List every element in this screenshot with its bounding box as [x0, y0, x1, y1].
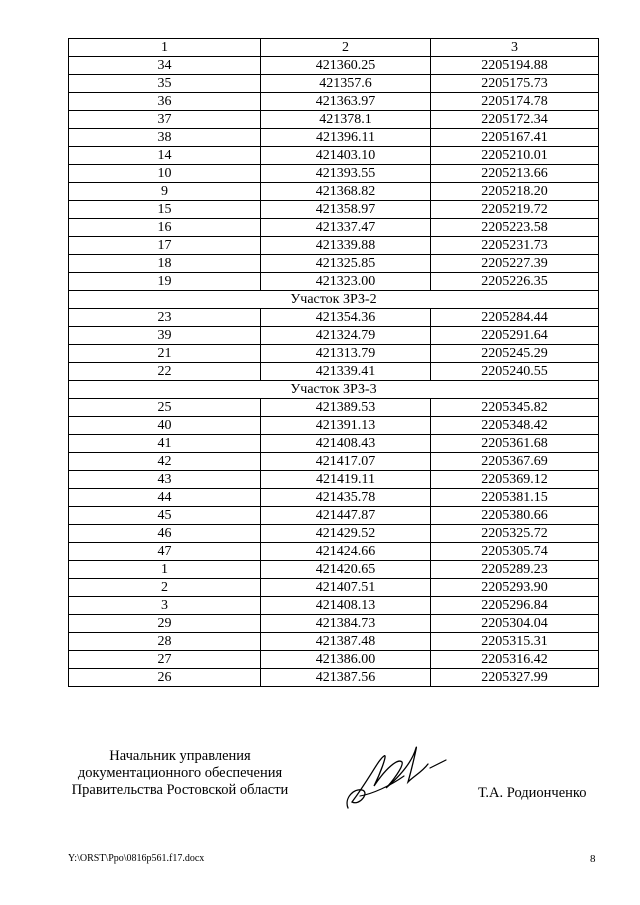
- x-coordinate-cell: 421354.36: [261, 309, 431, 327]
- point-number-cell: 21: [69, 345, 261, 363]
- table-row: [69, 129, 599, 147]
- point-number-cell: 10: [69, 165, 261, 183]
- file-path-footer: Y:\ORST\Ppo\0816p561.f17.docx: [68, 853, 205, 864]
- x-coordinate-cell: 421417.07: [261, 453, 431, 471]
- point-number-cell: 15: [69, 201, 261, 219]
- x-coordinate-cell: 421408.43: [261, 435, 431, 453]
- point-number-cell: 1: [69, 561, 261, 579]
- signer-name: Т.А. Родионченко: [478, 785, 587, 801]
- y-coordinate-cell: 2205304.04: [431, 615, 599, 633]
- point-number-cell: 34: [69, 57, 261, 75]
- y-coordinate-cell: 2205172.34: [431, 111, 599, 129]
- y-coordinate-cell: 2205213.66: [431, 165, 599, 183]
- table-row: [69, 669, 599, 687]
- x-coordinate-cell: 421393.55: [261, 165, 431, 183]
- point-number-cell: 36: [69, 93, 261, 111]
- point-number-cell: 27: [69, 651, 261, 669]
- point-number-cell: 9: [69, 183, 261, 201]
- x-coordinate-cell: 421387.48: [261, 633, 431, 651]
- x-coordinate-cell: 421429.52: [261, 525, 431, 543]
- section-title: Участок ЗРЗ-3: [69, 381, 599, 399]
- point-number-cell: 35: [69, 75, 261, 93]
- x-coordinate-cell: 421386.00: [261, 651, 431, 669]
- y-coordinate-cell: 2205345.82: [431, 399, 599, 417]
- y-coordinate-cell: 2205284.44: [431, 309, 599, 327]
- x-coordinate-cell: 421407.51: [261, 579, 431, 597]
- y-coordinate-cell: 2205175.73: [431, 75, 599, 93]
- table-row: [69, 219, 599, 237]
- x-coordinate-cell: 421360.25: [261, 57, 431, 75]
- signature-title-line: документационного обеспечения: [77, 765, 283, 781]
- x-coordinate-cell: 421337.47: [261, 219, 431, 237]
- y-coordinate-cell: 2205316.42: [431, 651, 599, 669]
- table-row: [69, 525, 599, 543]
- point-number-cell: 45: [69, 507, 261, 525]
- table-row: [69, 327, 599, 345]
- x-coordinate-cell: 421408.13: [261, 597, 431, 615]
- y-coordinate-cell: 2205380.66: [431, 507, 599, 525]
- point-number-cell: 2: [69, 579, 261, 597]
- point-number-cell: 41: [69, 435, 261, 453]
- y-coordinate-cell: 2205227.39: [431, 255, 599, 273]
- table-header-row: [69, 39, 599, 57]
- y-coordinate-cell: 2205174.78: [431, 93, 599, 111]
- y-coordinate-cell: 2205231.73: [431, 237, 599, 255]
- table-row: [69, 201, 599, 219]
- y-coordinate-cell: 2205289.23: [431, 561, 599, 579]
- y-coordinate-cell: 2205381.15: [431, 489, 599, 507]
- point-number-cell: 43: [69, 471, 261, 489]
- table-row: [69, 453, 599, 471]
- y-coordinate-cell: 2205223.58: [431, 219, 599, 237]
- y-coordinate-cell: 2205296.84: [431, 597, 599, 615]
- x-coordinate-cell: 421378.1: [261, 111, 431, 129]
- point-number-cell: 38: [69, 129, 261, 147]
- x-coordinate-cell: 421339.88: [261, 237, 431, 255]
- point-number-cell: 14: [69, 147, 261, 165]
- signature-title-line: Правительства Ростовской области: [71, 782, 289, 798]
- point-number-cell: 22: [69, 363, 261, 381]
- x-coordinate-cell: 421368.82: [261, 183, 431, 201]
- x-coordinate-cell: 421396.11: [261, 129, 431, 147]
- point-number-cell: 19: [69, 273, 261, 291]
- y-coordinate-cell: 2205167.41: [431, 129, 599, 147]
- x-coordinate-cell: 421357.6: [261, 75, 431, 93]
- table-row: [69, 543, 599, 561]
- table-row: [69, 471, 599, 489]
- table-row: [69, 633, 599, 651]
- table-row: [69, 57, 599, 75]
- column-header: 2: [261, 39, 431, 57]
- y-coordinate-cell: 2205348.42: [431, 417, 599, 435]
- table-row: [69, 183, 599, 201]
- section-row: [69, 291, 599, 309]
- point-number-cell: 37: [69, 111, 261, 129]
- coordinates-table: [68, 38, 599, 687]
- y-coordinate-cell: 2205367.69: [431, 453, 599, 471]
- point-number-cell: 26: [69, 669, 261, 687]
- point-number-cell: 42: [69, 453, 261, 471]
- signature-title-block: [60, 748, 300, 799]
- x-coordinate-cell: 421384.73: [261, 615, 431, 633]
- table-row: [69, 579, 599, 597]
- y-coordinate-cell: 2205240.55: [431, 363, 599, 381]
- y-coordinate-cell: 2205305.74: [431, 543, 599, 561]
- y-coordinate-cell: 2205361.68: [431, 435, 599, 453]
- table-row: [69, 147, 599, 165]
- point-number-cell: 46: [69, 525, 261, 543]
- x-coordinate-cell: 421447.87: [261, 507, 431, 525]
- x-coordinate-cell: 421420.65: [261, 561, 431, 579]
- x-coordinate-cell: 421391.13: [261, 417, 431, 435]
- point-number-cell: 39: [69, 327, 261, 345]
- column-header: 1: [69, 39, 261, 57]
- table-row: [69, 507, 599, 525]
- table-row: [69, 363, 599, 381]
- x-coordinate-cell: 421339.41: [261, 363, 431, 381]
- y-coordinate-cell: 2205291.64: [431, 327, 599, 345]
- x-coordinate-cell: 421389.53: [261, 399, 431, 417]
- point-number-cell: 18: [69, 255, 261, 273]
- point-number-cell: 28: [69, 633, 261, 651]
- table-row: [69, 561, 599, 579]
- point-number-cell: 47: [69, 543, 261, 561]
- column-header: 3: [431, 39, 599, 57]
- coordinates-table-body: [69, 39, 599, 687]
- table-row: [69, 399, 599, 417]
- x-coordinate-cell: 421323.00: [261, 273, 431, 291]
- table-row: [69, 615, 599, 633]
- x-coordinate-cell: 421313.79: [261, 345, 431, 363]
- table-row: [69, 111, 599, 129]
- x-coordinate-cell: 421387.56: [261, 669, 431, 687]
- point-number-cell: 44: [69, 489, 261, 507]
- table-row: [69, 255, 599, 273]
- table-row: [69, 435, 599, 453]
- y-coordinate-cell: 2205226.35: [431, 273, 599, 291]
- table-row: [69, 309, 599, 327]
- table-row: [69, 489, 599, 507]
- signature-title-line: Начальник управления: [109, 748, 251, 764]
- point-number-cell: 25: [69, 399, 261, 417]
- table-row: [69, 165, 599, 183]
- table-row: [69, 93, 599, 111]
- table-row: [69, 345, 599, 363]
- table-row: [69, 75, 599, 93]
- table-row: [69, 237, 599, 255]
- handwritten-signature: [340, 738, 455, 818]
- point-number-cell: 16: [69, 219, 261, 237]
- y-coordinate-cell: 2205210.01: [431, 147, 599, 165]
- y-coordinate-cell: 2205369.12: [431, 471, 599, 489]
- point-number-cell: 40: [69, 417, 261, 435]
- point-number-cell: 29: [69, 615, 261, 633]
- point-number-cell: 17: [69, 237, 261, 255]
- x-coordinate-cell: 421403.10: [261, 147, 431, 165]
- y-coordinate-cell: 2205327.99: [431, 669, 599, 687]
- y-coordinate-cell: 2205315.31: [431, 633, 599, 651]
- y-coordinate-cell: 2205245.29: [431, 345, 599, 363]
- x-coordinate-cell: 421435.78: [261, 489, 431, 507]
- y-coordinate-cell: 2205293.90: [431, 579, 599, 597]
- x-coordinate-cell: 421325.85: [261, 255, 431, 273]
- x-coordinate-cell: 421324.79: [261, 327, 431, 345]
- point-number-cell: 23: [69, 309, 261, 327]
- section-row: [69, 381, 599, 399]
- y-coordinate-cell: 2205194.88: [431, 57, 599, 75]
- point-number-cell: 3: [69, 597, 261, 615]
- table-row: [69, 417, 599, 435]
- y-coordinate-cell: 2205219.72: [431, 201, 599, 219]
- y-coordinate-cell: 2205218.20: [431, 183, 599, 201]
- x-coordinate-cell: 421419.11: [261, 471, 431, 489]
- table-row: [69, 597, 599, 615]
- table-row: [69, 273, 599, 291]
- section-title: Участок ЗРЗ-2: [69, 291, 599, 309]
- y-coordinate-cell: 2205325.72: [431, 525, 599, 543]
- x-coordinate-cell: 421363.97: [261, 93, 431, 111]
- x-coordinate-cell: 421358.97: [261, 201, 431, 219]
- x-coordinate-cell: 421424.66: [261, 543, 431, 561]
- table-row: [69, 651, 599, 669]
- page-number: 8: [590, 853, 596, 865]
